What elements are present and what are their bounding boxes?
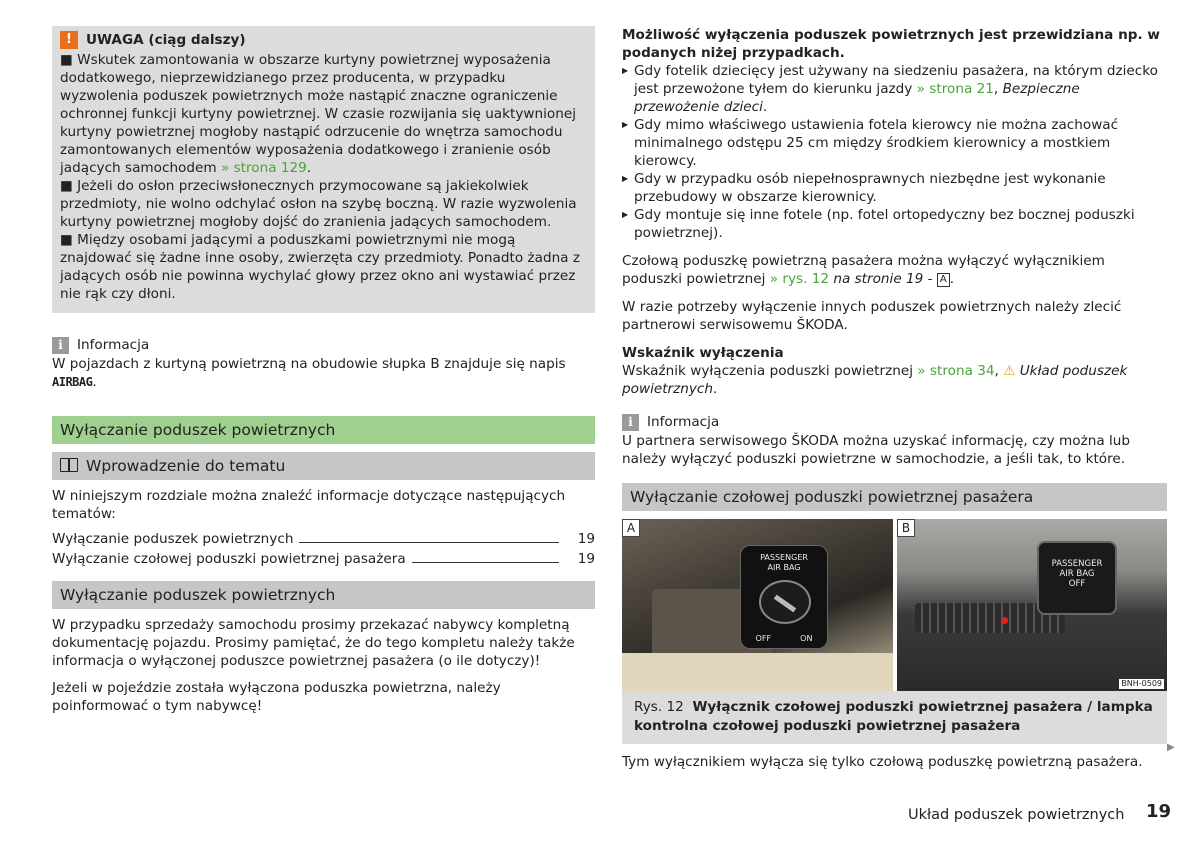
- right-paragraph-1: [622, 252, 1167, 288]
- book-icon: [60, 458, 78, 472]
- toc-page: 19: [577, 551, 595, 567]
- indicator-text: [622, 362, 1167, 398]
- caption-label: Rys. 12: [634, 699, 684, 715]
- right-p1-sep: -: [923, 271, 937, 287]
- key-slot: [774, 595, 797, 613]
- info-title-1: Informacja: [77, 337, 150, 353]
- info-text-1-end: .: [92, 374, 97, 390]
- figure-tag-b: B: [897, 519, 915, 537]
- warning-header: [60, 30, 587, 50]
- toc-leader: [299, 542, 559, 543]
- passenger-airbag-off-light: [1037, 541, 1117, 615]
- info-text-1: [52, 355, 595, 391]
- toc: [52, 528, 595, 568]
- sale-paragraph-2: Jeżeli w pojeździe została wyłączona poduszka powietrzna, należy poinformować o tym nabywcę!: [52, 680, 501, 714]
- warning-paragraph-3: ■ Między osobami jadącymi a poduszkami powietrznymi nie mogą znajdować się żadne inne osoby, zwierzęta czy przedmioty. Ponadto żadna z jadących osób nie powinna wychylać głowy przez okno ani wystawiać przez nie rąk czy dłoni.: [60, 232, 580, 302]
- bullet-4: ▶ Gdy montuje się inne fotele (np. fotel ortopedyczny bez bocznej poduszki powietrznej).: [622, 206, 1167, 242]
- info-icon: i: [52, 337, 69, 354]
- page-number: 19: [1146, 801, 1172, 822]
- airbag-warning-icon: ⚠: [1003, 363, 1016, 379]
- toc-label: Wyłączanie poduszek powietrznych: [52, 531, 294, 547]
- caption-text: Wyłącznik czołowej poduszki powietrznej pasażera / lampka kontrolna czołowej poduszki powietrznej pasażera: [634, 699, 1153, 734]
- bullet-1: [622, 62, 1167, 116]
- link-strona-21[interactable]: » strona 21: [916, 81, 994, 97]
- figure-b-image: [897, 519, 1167, 691]
- right-column: [622, 26, 1167, 771]
- warning-p1-end: .: [306, 160, 312, 176]
- figure-tag-a: A: [622, 519, 640, 537]
- info-header-2: [622, 412, 1167, 432]
- figure-12: [622, 519, 1167, 691]
- indicator-end: .: [713, 381, 718, 397]
- toc-row[interactable]: [52, 528, 595, 548]
- bullet-3: ▶ Gdy w przypadku osób niepełnosprawnych niezbędne jest wykonanie przebudowy w obszarze kierownicy.: [622, 170, 1167, 206]
- switch-off-label: OFF: [755, 634, 772, 643]
- warning-title: UWAGA (ciąg dalszy): [86, 32, 246, 48]
- warning-light-icon: [1001, 617, 1008, 624]
- link-strona-129[interactable]: » strona 129: [220, 160, 307, 176]
- right-last-line: Tym wyłącznikiem wyłącza się tylko czołową poduszkę powietrzną pasażera.: [622, 754, 1143, 770]
- section-heading-sale: Wyłączanie poduszek powietrznych: [52, 581, 595, 609]
- key-switch-knob-icon: [759, 580, 811, 624]
- light-label-line-1: PASSENGER: [1051, 559, 1103, 569]
- bullet-2: ▶ Gdy mimo właściwego ustawienia fotela kierowcy nie można zachować minimalnego odstępu 25 cm między środkiem kierownicy a mostkiem kierowcy.: [622, 116, 1167, 170]
- figure-a-image: [622, 519, 893, 691]
- section-heading-main: Wyłączanie poduszek powietrznych: [52, 416, 595, 444]
- airbag-label: AIRBAG: [52, 375, 93, 389]
- indicator-text-body: Wskaźnik wyłączenia poduszki powietrznej: [622, 363, 918, 379]
- image-code: BNH-0509: [1121, 679, 1162, 688]
- warning-paragraph-2: ■ Jeżeli do osłon przeciwsłonecznych przymocowane są jakiekolwiek przedmioty, nie wolno odchylać osłon na szybę boczną. W razie wyzwolenia kurtyny powietrznej mogłoby dojść do zranienia jadących samochodem.: [60, 178, 577, 230]
- info-text-2: U partnera serwisowego ŠKODA można uzyskać informację, czy można lub należy wyłączyć poduszki powietrzne w samochodzie, a jeśli tak, to które.: [622, 433, 1131, 467]
- intro-heading: [52, 452, 595, 480]
- continue-arrow-icon: ▶: [1167, 742, 1175, 753]
- bullet-1-italic: Bezpieczne przewożenie dzieci: [634, 81, 1080, 115]
- bullet-1-end: .: [762, 99, 768, 115]
- right-lead: Możliwość wyłączenia poduszek powietrznych jest przewidziana np. w podanych niżej przypadkach.: [622, 27, 1160, 61]
- bullet-1-text: Gdy fotelik dziecięcy jest używany na siedzeniu pasażera, na którym dziecko jest przewożone tyłem do kierunku jazdy: [634, 63, 1158, 97]
- warning-paragraph-1: [60, 51, 587, 177]
- warning-exclamation-icon: !: [60, 31, 78, 49]
- passenger-airbag-switch: [740, 545, 828, 649]
- sale-paragraph-1: W przypadku sprzedaży samochodu prosimy przekazać nabywcy kompletną dokumentację pojazdu. Prosimy pamiętać, że do tego kompletu należy także informacja o wyłączonej poduszce powietrznej pasażera (o ile dotyczy)!: [52, 617, 575, 669]
- light-label-line-2: AIR BAG: [1059, 569, 1095, 579]
- indicator-title: Wskaźnik wyłączenia: [622, 345, 784, 361]
- switch-label-line-2: AIR BAG: [767, 563, 801, 572]
- toc-row[interactable]: [52, 548, 595, 568]
- warning-p1-text: ■ Wskutek zamontowania w obszarze kurtyny powietrznej wyposażenia dodatkowego, nieprzewidzianego przez producenta, w przypadku wyzwolenia poduszek powietrznych może nastąpić znaczne ograniczenie ochronnej funkcji kurtyny powietrznej. W czasie rozwijania się uaktywnionej kurtyny powietrznej mogłoby nastąpić odrzucenie do wnętrza samochodu zamontowanych elementów wyposażenia dodatkowego i zranienie osób jadących samochodem: [60, 52, 576, 176]
- right-p1-text: Czołową poduszkę powietrzną pasażera można wyłączyć wyłącznikiem poduszki powietrznej: [622, 253, 1105, 287]
- section-heading-passenger: Wyłączanie czołowej poduszki powietrznej pasażera: [622, 483, 1167, 511]
- indicator-italic: Układ poduszek powietrznych: [622, 363, 1128, 397]
- left-column: [52, 26, 595, 715]
- info-icon: i: [622, 414, 639, 431]
- dashboard-shelf: [622, 653, 893, 691]
- toc-page: 19: [577, 531, 595, 547]
- info-title-2: Informacja: [647, 414, 720, 430]
- figure-ref-box: A: [937, 273, 950, 287]
- footer-chapter: Układ poduszek powietrznych: [908, 807, 1125, 823]
- right-p1-end: .: [949, 271, 955, 287]
- toc-label: Wyłączanie czołowej poduszki powietrznej pasażera: [52, 551, 406, 567]
- warning-box: [52, 26, 595, 313]
- switch-on-label: ON: [800, 634, 813, 643]
- link-rys-12[interactable]: » rys. 12: [769, 271, 830, 287]
- light-label-line-3: OFF: [1068, 579, 1086, 589]
- switch-positions: [741, 634, 827, 644]
- indicator-sep: ,: [994, 363, 1004, 379]
- switch-label-line-1: PASSENGER: [760, 553, 808, 562]
- info-header-1: [52, 335, 595, 355]
- intro-title: Wprowadzenie do tematu: [86, 457, 286, 475]
- bullet-1-sep: ,: [993, 81, 1003, 97]
- right-paragraph-2: W razie potrzeby wyłączenie innych poduszek powietrznych należy zlecić partnerowi serwisowemu ŠKODA.: [622, 299, 1122, 333]
- info-text-1-body: W pojazdach z kurtyną powietrzną na obudowie słupka B znajduje się napis: [52, 356, 566, 372]
- right-p1-italic: na stronie 19: [829, 271, 924, 287]
- link-strona-34[interactable]: » strona 34: [917, 363, 995, 379]
- intro-text: W niniejszym rozdziale można znaleźć informacje dotyczące następujących tematów:: [52, 488, 566, 522]
- toc-leader: [412, 562, 559, 563]
- figure-caption: [622, 691, 1167, 744]
